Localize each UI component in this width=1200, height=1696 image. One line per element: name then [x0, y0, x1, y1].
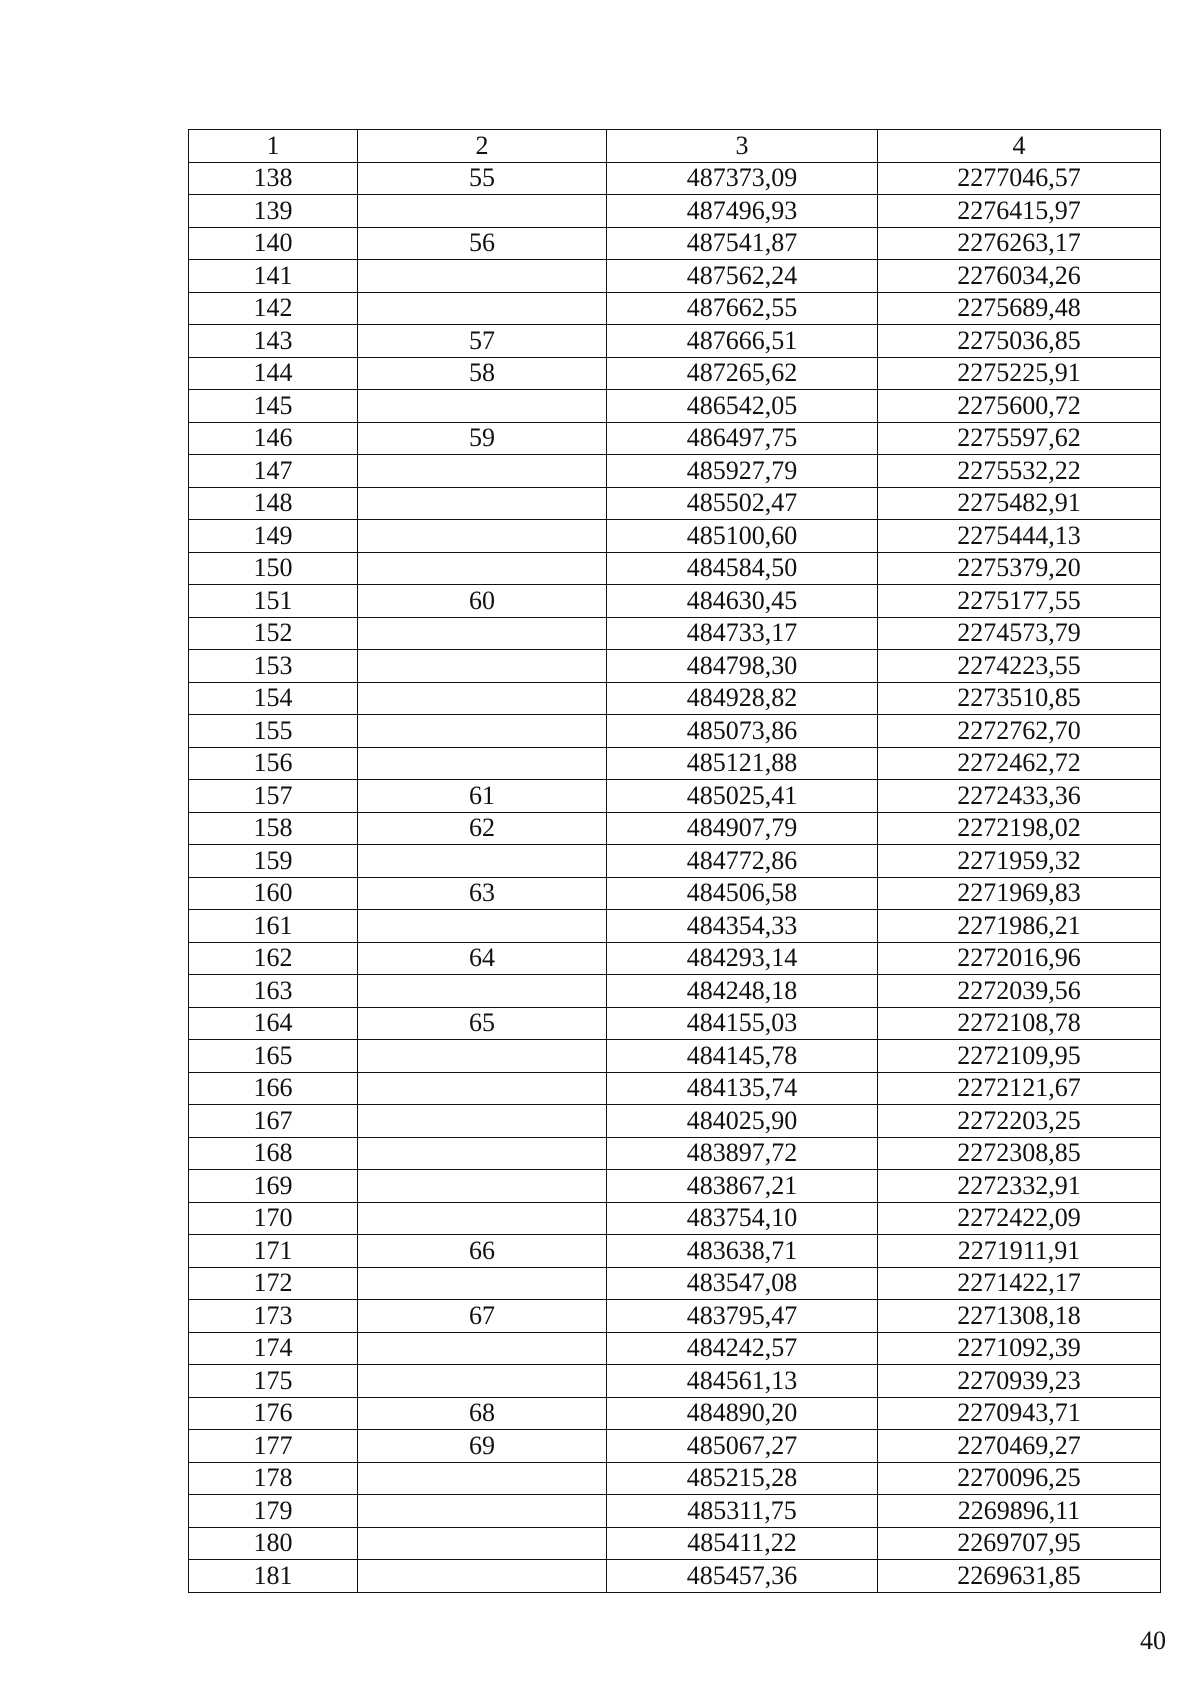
- table-row: [189, 747, 1161, 780]
- group-number-cell: 69: [358, 1430, 607, 1463]
- header-row: [189, 130, 1161, 163]
- coordinate-x-cell: 485311,75: [607, 1495, 878, 1528]
- coordinate-y-cell: 2272422,09: [878, 1202, 1161, 1235]
- table-row: [189, 292, 1161, 325]
- group-number-cell: [358, 1170, 607, 1203]
- point-number-cell: 145: [189, 390, 358, 423]
- table-row: [189, 845, 1161, 878]
- group-number-cell: [358, 845, 607, 878]
- group-number-cell: [358, 1267, 607, 1300]
- coordinate-x-cell: 485502,47: [607, 487, 878, 520]
- table-row: [189, 617, 1161, 650]
- point-number-cell: 176: [189, 1397, 358, 1430]
- point-number-cell: 169: [189, 1170, 358, 1203]
- coordinate-x-cell: 484242,57: [607, 1332, 878, 1365]
- point-number-cell: 153: [189, 650, 358, 683]
- coordinate-y-cell: 2270943,71: [878, 1397, 1161, 1430]
- coordinate-x-cell: 484772,86: [607, 845, 878, 878]
- point-number-cell: 165: [189, 1040, 358, 1073]
- group-number-cell: [358, 455, 607, 488]
- point-number-cell: 146: [189, 422, 358, 455]
- group-number-cell: [358, 292, 607, 325]
- coordinate-x-cell: 484798,30: [607, 650, 878, 683]
- group-number-cell: [358, 1105, 607, 1138]
- coordinate-x-cell: 484561,13: [607, 1365, 878, 1398]
- table-row: [189, 1462, 1161, 1495]
- coordinate-y-cell: 2272462,72: [878, 747, 1161, 780]
- point-number-cell: 139: [189, 195, 358, 228]
- point-number-cell: 152: [189, 617, 358, 650]
- group-number-cell: [358, 1495, 607, 1528]
- coordinate-x-cell: 485121,88: [607, 747, 878, 780]
- coordinate-x-cell: 485025,41: [607, 780, 878, 813]
- coordinate-y-cell: 2272332,91: [878, 1170, 1161, 1203]
- group-number-cell: [358, 1137, 607, 1170]
- table-row: [189, 1007, 1161, 1040]
- group-number-cell: [358, 910, 607, 943]
- coordinate-x-cell: 486497,75: [607, 422, 878, 455]
- point-number-cell: 163: [189, 975, 358, 1008]
- coordinate-x-cell: 483638,71: [607, 1235, 878, 1268]
- point-number-cell: 156: [189, 747, 358, 780]
- coordinate-x-cell: 485067,27: [607, 1430, 878, 1463]
- coordinate-y-cell: 2274223,55: [878, 650, 1161, 683]
- group-number-cell: [358, 195, 607, 228]
- group-number-cell: 67: [358, 1300, 607, 1333]
- coordinate-x-cell: 487562,24: [607, 260, 878, 293]
- group-number-cell: [358, 682, 607, 715]
- group-number-cell: 59: [358, 422, 607, 455]
- coordinate-x-cell: 483897,72: [607, 1137, 878, 1170]
- point-number-cell: 141: [189, 260, 358, 293]
- group-number-cell: 65: [358, 1007, 607, 1040]
- coordinate-y-cell: 2272121,67: [878, 1072, 1161, 1105]
- group-number-cell: 64: [358, 942, 607, 975]
- group-number-cell: [358, 1365, 607, 1398]
- page-number: 40: [1140, 1626, 1166, 1655]
- coordinate-x-cell: 486542,05: [607, 390, 878, 423]
- table-row: [189, 1202, 1161, 1235]
- column-header: 4: [878, 130, 1161, 163]
- coordinate-y-cell: 2273510,85: [878, 682, 1161, 715]
- coordinate-x-cell: 484135,74: [607, 1072, 878, 1105]
- table-row: [189, 585, 1161, 618]
- coordinate-y-cell: 2272016,96: [878, 942, 1161, 975]
- coordinate-y-cell: 2271092,39: [878, 1332, 1161, 1365]
- coordinate-y-cell: 2269896,11: [878, 1495, 1161, 1528]
- group-number-cell: [358, 715, 607, 748]
- point-number-cell: 161: [189, 910, 358, 943]
- point-number-cell: 172: [189, 1267, 358, 1300]
- coordinates-table: [188, 129, 1161, 1593]
- coordinate-y-cell: 2275597,62: [878, 422, 1161, 455]
- coordinate-y-cell: 2271959,32: [878, 845, 1161, 878]
- point-number-cell: 175: [189, 1365, 358, 1398]
- table-row: [189, 1105, 1161, 1138]
- table-row: [189, 1332, 1161, 1365]
- coordinate-x-cell: 484155,03: [607, 1007, 878, 1040]
- group-number-cell: 58: [358, 357, 607, 390]
- coordinate-x-cell: 485073,86: [607, 715, 878, 748]
- table-row: [189, 1430, 1161, 1463]
- point-number-cell: 180: [189, 1527, 358, 1560]
- group-number-cell: [358, 747, 607, 780]
- coordinate-y-cell: 2275444,13: [878, 520, 1161, 553]
- group-number-cell: [358, 1462, 607, 1495]
- coordinate-y-cell: 2270469,27: [878, 1430, 1161, 1463]
- point-number-cell: 138: [189, 162, 358, 195]
- point-number-cell: 170: [189, 1202, 358, 1235]
- group-number-cell: [358, 1202, 607, 1235]
- coordinate-y-cell: 2269631,85: [878, 1560, 1161, 1593]
- coordinate-x-cell: 487496,93: [607, 195, 878, 228]
- group-number-cell: [358, 650, 607, 683]
- point-number-cell: 147: [189, 455, 358, 488]
- coordinate-y-cell: 2271911,91: [878, 1235, 1161, 1268]
- group-number-cell: [358, 975, 607, 1008]
- coordinate-y-cell: 2271308,18: [878, 1300, 1161, 1333]
- coordinate-x-cell: 484248,18: [607, 975, 878, 1008]
- table-row: [189, 1365, 1161, 1398]
- table-row: [189, 975, 1161, 1008]
- table-row: [189, 715, 1161, 748]
- table-row: [189, 650, 1161, 683]
- table-row: [189, 910, 1161, 943]
- table-row: [189, 552, 1161, 585]
- coordinate-y-cell: 2271422,17: [878, 1267, 1161, 1300]
- coordinate-y-cell: 2272308,85: [878, 1137, 1161, 1170]
- coordinate-x-cell: 484907,79: [607, 812, 878, 845]
- coordinate-y-cell: 2272203,25: [878, 1105, 1161, 1138]
- point-number-cell: 144: [189, 357, 358, 390]
- point-number-cell: 155: [189, 715, 358, 748]
- coordinate-y-cell: 2272198,02: [878, 812, 1161, 845]
- point-number-cell: 142: [189, 292, 358, 325]
- coordinate-x-cell: 484506,58: [607, 877, 878, 910]
- point-number-cell: 148: [189, 487, 358, 520]
- coordinate-y-cell: 2272039,56: [878, 975, 1161, 1008]
- point-number-cell: 157: [189, 780, 358, 813]
- point-number-cell: 181: [189, 1560, 358, 1593]
- table-row: [189, 1267, 1161, 1300]
- table-row: [189, 812, 1161, 845]
- table-row: [189, 195, 1161, 228]
- coordinate-y-cell: 2272762,70: [878, 715, 1161, 748]
- coordinate-x-cell: 487666,51: [607, 325, 878, 358]
- coordinate-x-cell: 484733,17: [607, 617, 878, 650]
- group-number-cell: [358, 1040, 607, 1073]
- coordinate-y-cell: 2276034,26: [878, 260, 1161, 293]
- coordinate-x-cell: 485215,28: [607, 1462, 878, 1495]
- group-number-cell: [358, 390, 607, 423]
- point-number-cell: 173: [189, 1300, 358, 1333]
- coordinate-x-cell: 487373,09: [607, 162, 878, 195]
- coordinate-y-cell: 2274573,79: [878, 617, 1161, 650]
- coordinate-y-cell: 2275225,91: [878, 357, 1161, 390]
- point-number-cell: 171: [189, 1235, 358, 1268]
- point-number-cell: 166: [189, 1072, 358, 1105]
- table-header: [189, 130, 1161, 163]
- point-number-cell: 140: [189, 227, 358, 260]
- table-row: [189, 1072, 1161, 1105]
- coordinate-x-cell: 483795,47: [607, 1300, 878, 1333]
- point-number-cell: 150: [189, 552, 358, 585]
- point-number-cell: 164: [189, 1007, 358, 1040]
- point-number-cell: 178: [189, 1462, 358, 1495]
- table-row: [189, 1300, 1161, 1333]
- point-number-cell: 179: [189, 1495, 358, 1528]
- table-row: [189, 1235, 1161, 1268]
- coordinate-x-cell: 484293,14: [607, 942, 878, 975]
- table-row: [189, 942, 1161, 975]
- coordinate-y-cell: 2272109,95: [878, 1040, 1161, 1073]
- table-row: [189, 357, 1161, 390]
- point-number-cell: 160: [189, 877, 358, 910]
- coordinate-y-cell: 2275482,91: [878, 487, 1161, 520]
- coordinate-x-cell: 485411,22: [607, 1527, 878, 1560]
- coordinate-x-cell: 483547,08: [607, 1267, 878, 1300]
- group-number-cell: [358, 1072, 607, 1105]
- table-row: [189, 682, 1161, 715]
- coordinate-y-cell: 2270939,23: [878, 1365, 1161, 1398]
- coordinate-x-cell: 484145,78: [607, 1040, 878, 1073]
- coordinate-y-cell: 2275689,48: [878, 292, 1161, 325]
- group-number-cell: [358, 487, 607, 520]
- group-number-cell: [358, 1527, 607, 1560]
- table-row: [189, 877, 1161, 910]
- group-number-cell: 63: [358, 877, 607, 910]
- group-number-cell: [358, 1332, 607, 1365]
- coordinate-y-cell: 2275600,72: [878, 390, 1161, 423]
- point-number-cell: 158: [189, 812, 358, 845]
- point-number-cell: 167: [189, 1105, 358, 1138]
- table-row: [189, 520, 1161, 553]
- table-row: [189, 487, 1161, 520]
- table-row: [189, 162, 1161, 195]
- coordinate-x-cell: 484630,45: [607, 585, 878, 618]
- group-number-cell: 60: [358, 585, 607, 618]
- column-header: 3: [607, 130, 878, 163]
- table-row: [189, 455, 1161, 488]
- table-row: [189, 1170, 1161, 1203]
- point-number-cell: 143: [189, 325, 358, 358]
- coordinate-x-cell: 484584,50: [607, 552, 878, 585]
- coordinate-x-cell: 487265,62: [607, 357, 878, 390]
- coordinate-x-cell: 485927,79: [607, 455, 878, 488]
- coordinate-x-cell: 485100,60: [607, 520, 878, 553]
- coordinate-y-cell: 2270096,25: [878, 1462, 1161, 1495]
- coordinate-x-cell: 485457,36: [607, 1560, 878, 1593]
- coordinate-x-cell: 483867,21: [607, 1170, 878, 1203]
- point-number-cell: 174: [189, 1332, 358, 1365]
- table-row: [189, 1560, 1161, 1593]
- coordinate-y-cell: 2272108,78: [878, 1007, 1161, 1040]
- coordinate-y-cell: 2275177,55: [878, 585, 1161, 618]
- group-number-cell: 66: [358, 1235, 607, 1268]
- group-number-cell: 57: [358, 325, 607, 358]
- coordinate-y-cell: 2271969,83: [878, 877, 1161, 910]
- table-row: [189, 1397, 1161, 1430]
- table-row: [189, 1527, 1161, 1560]
- group-number-cell: [358, 1560, 607, 1593]
- point-number-cell: 162: [189, 942, 358, 975]
- coordinate-y-cell: 2275036,85: [878, 325, 1161, 358]
- point-number-cell: 159: [189, 845, 358, 878]
- coordinate-x-cell: 484025,90: [607, 1105, 878, 1138]
- coordinate-y-cell: 2272433,36: [878, 780, 1161, 813]
- point-number-cell: 177: [189, 1430, 358, 1463]
- group-number-cell: [358, 552, 607, 585]
- coordinate-y-cell: 2276415,97: [878, 195, 1161, 228]
- table-row: [189, 1495, 1161, 1528]
- table-body: [189, 162, 1161, 1592]
- table-row: [189, 325, 1161, 358]
- group-number-cell: 61: [358, 780, 607, 813]
- group-number-cell: [358, 260, 607, 293]
- table-row: [189, 1040, 1161, 1073]
- coordinate-x-cell: 484928,82: [607, 682, 878, 715]
- group-number-cell: [358, 617, 607, 650]
- point-number-cell: 168: [189, 1137, 358, 1170]
- coordinate-x-cell: 487541,87: [607, 227, 878, 260]
- coordinate-y-cell: 2271986,21: [878, 910, 1161, 943]
- point-number-cell: 149: [189, 520, 358, 553]
- coordinate-y-cell: 2275379,20: [878, 552, 1161, 585]
- point-number-cell: 154: [189, 682, 358, 715]
- group-number-cell: 62: [358, 812, 607, 845]
- coordinate-x-cell: 484890,20: [607, 1397, 878, 1430]
- coordinate-x-cell: 484354,33: [607, 910, 878, 943]
- coordinate-x-cell: 483754,10: [607, 1202, 878, 1235]
- table-row: [189, 780, 1161, 813]
- table-row: [189, 1137, 1161, 1170]
- coordinate-y-cell: 2277046,57: [878, 162, 1161, 195]
- table-row: [189, 227, 1161, 260]
- point-number-cell: 151: [189, 585, 358, 618]
- table-row: [189, 422, 1161, 455]
- coordinate-y-cell: 2276263,17: [878, 227, 1161, 260]
- table-row: [189, 390, 1161, 423]
- group-number-cell: [358, 520, 607, 553]
- coordinate-y-cell: 2275532,22: [878, 455, 1161, 488]
- coordinate-y-cell: 2269707,95: [878, 1527, 1161, 1560]
- group-number-cell: 56: [358, 227, 607, 260]
- coordinate-x-cell: 487662,55: [607, 292, 878, 325]
- column-header: 1: [189, 130, 358, 163]
- column-header: 2: [358, 130, 607, 163]
- group-number-cell: 55: [358, 162, 607, 195]
- table-row: [189, 260, 1161, 293]
- group-number-cell: 68: [358, 1397, 607, 1430]
